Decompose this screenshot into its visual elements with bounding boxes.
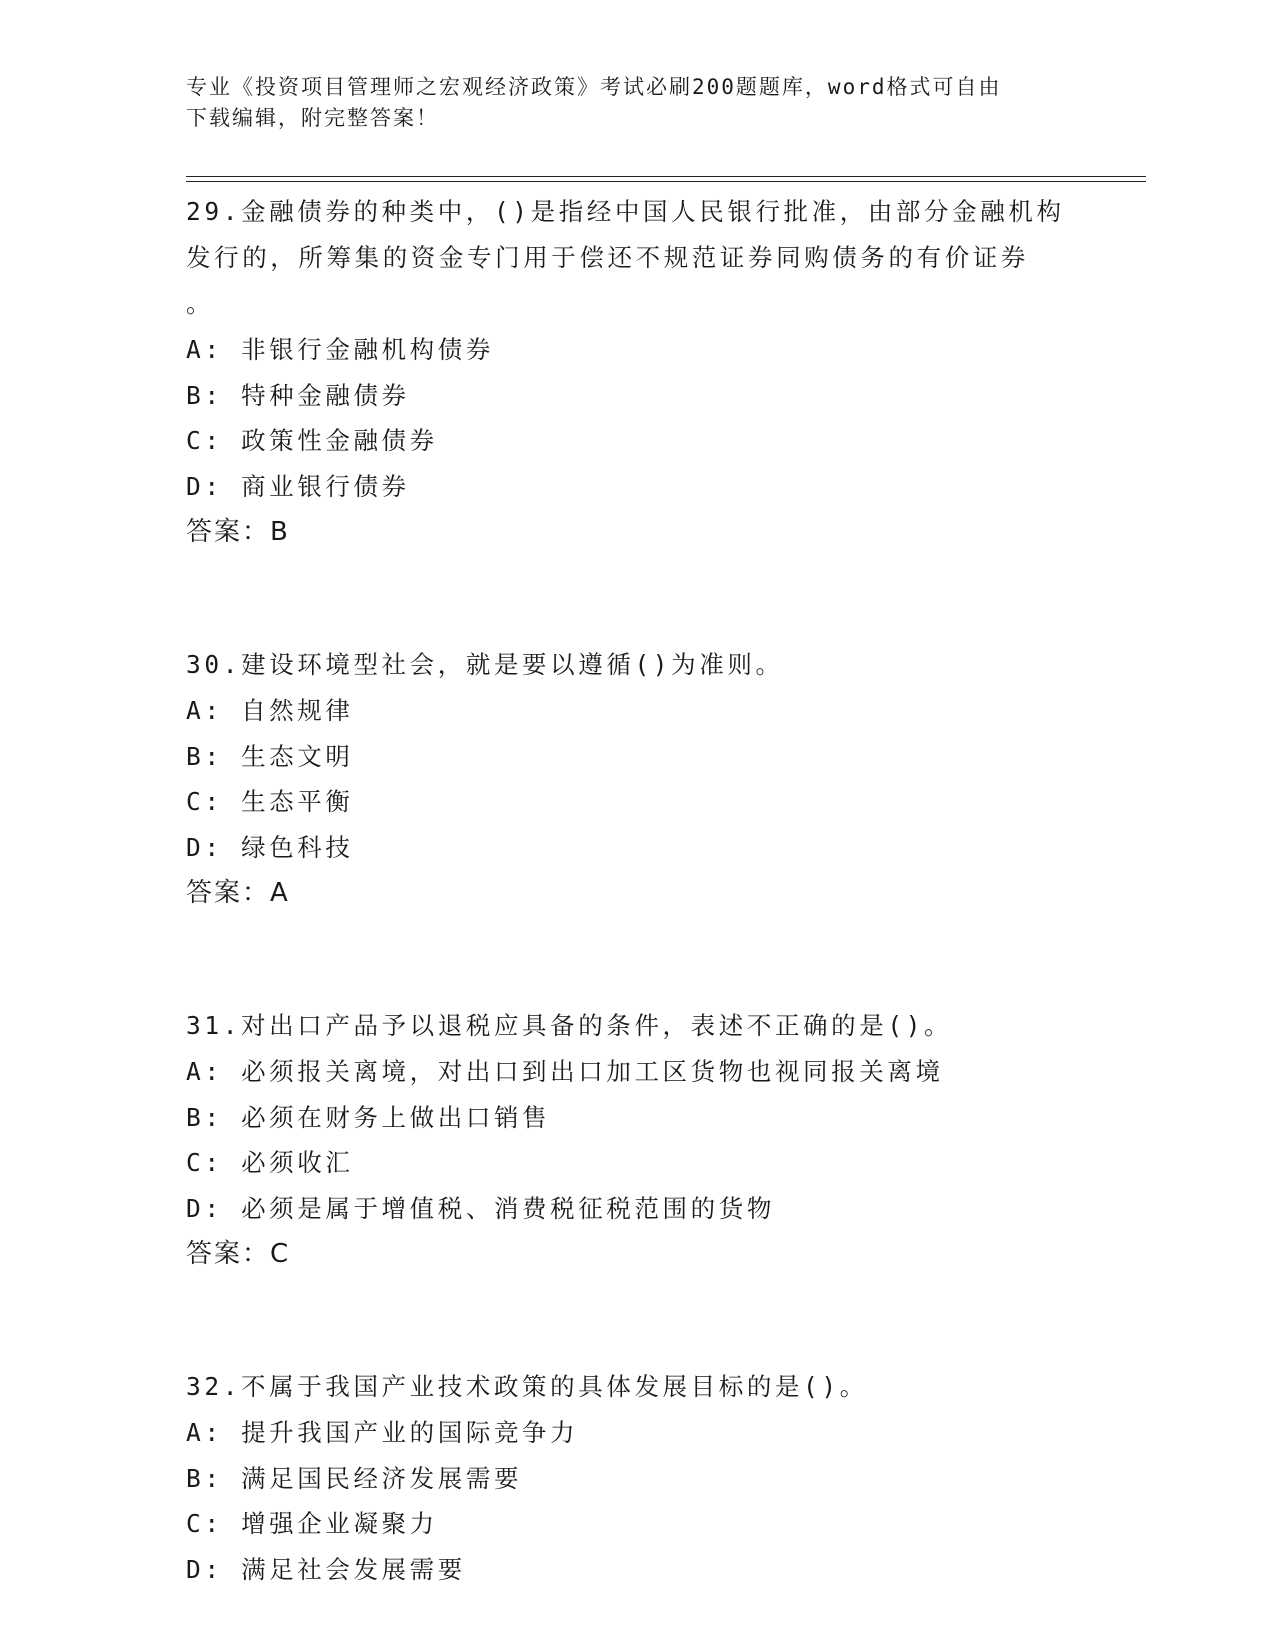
question-30 [186,642,1166,916]
option-d [186,464,1166,510]
option-text: 特种金融债券 [241,380,410,410]
option-text: 非银行金融机构债券 [241,335,494,364]
option-text: 绿色科技 [241,832,354,862]
option-text: 自然规律 [241,696,354,725]
question-stem [186,642,1166,688]
question-32 [186,1364,1166,1592]
option-text: 必须收汇 [241,1148,354,1177]
option-a [186,688,1166,734]
answer-line: 答案：B [186,517,290,547]
option-letter: C: [186,787,223,816]
option-text: 满足国民经济发展需要 [241,1463,523,1493]
option-list [186,1410,1166,1592]
option-text: 政策性金融债券 [241,426,438,455]
option-text: 满足社会发展需要 [241,1554,466,1584]
question-stem-line: 29.金融债券的种类中，()是指经中国人民银行批准，由部分金融机构 [186,197,1065,226]
header-rule-top [186,176,1146,177]
option-letter: D: [186,1193,223,1223]
header-line-2: 下载编辑，附完整答案！ [186,106,439,130]
option-text: 商业银行债券 [241,471,410,501]
option-letter: C: [186,426,223,455]
answer-line: 答案：C [186,1239,291,1269]
question-list [186,189,1166,1592]
option-a [186,327,1166,373]
option-d [186,1547,1166,1593]
option-letter: B: [186,1463,223,1493]
option-c [186,418,1166,464]
option-text: 增强企业凝聚力 [241,1509,438,1538]
option-letter: D: [186,832,223,862]
option-d [186,1186,1166,1232]
option-text: 生态平衡 [241,787,354,816]
option-text: 生态文明 [241,741,354,771]
question-spacer [186,555,1166,642]
question-stem [186,1364,1166,1410]
question-29 [186,189,1166,555]
option-text: 必须是属于增值税、消费税征税范围的货物 [241,1193,775,1223]
answer-line: 答案：A [186,878,290,908]
document-header [186,72,1086,134]
option-letter: A: [186,696,223,725]
option-text: 必须报关离境，对出口到出口加工区货物也视同报关离境 [241,1057,944,1086]
option-letter: C: [186,1148,223,1177]
option-c [186,1140,1166,1186]
option-letter: B: [186,1102,223,1132]
option-letter: B: [186,380,223,410]
option-letter: D: [186,471,223,501]
header-rule-bottom [186,181,1146,182]
header-line-1: 专业《投资项目管理师之宏观经济政策》考试必刷200题题库，word格式可自由 [186,75,1002,99]
option-a [186,1410,1166,1456]
option-b [186,1095,1166,1141]
question-31 [186,1003,1166,1277]
question-spacer [186,1277,1166,1364]
option-letter: D: [186,1554,223,1584]
option-list [186,1049,1166,1231]
option-text: 提升我国产业的国际竞争力 [241,1418,579,1447]
option-c [186,779,1166,825]
question-stem-line: 发行的，所筹集的资金专门用于偿还不规范证券同购债务的有价证券 [186,243,1029,272]
question-stem-line: 。 [186,289,215,318]
option-letter: B: [186,741,223,771]
option-text: 必须在财务上做出口销售 [241,1102,551,1132]
option-list [186,688,1166,870]
option-letter: A: [186,335,223,364]
question-stem [186,189,1166,327]
option-b [186,373,1166,419]
option-b [186,1456,1166,1502]
question-stem [186,1003,1166,1049]
question-stem-line: 31.对出口产品予以退税应具备的条件，表述不正确的是()。 [186,1011,953,1040]
option-letter: A: [186,1418,223,1447]
option-letter: C: [186,1509,223,1538]
option-b [186,734,1166,780]
question-stem-line: 30.建设环境型社会，就是要以遵循()为准则。 [186,650,784,679]
question-spacer [186,916,1166,1003]
option-list [186,327,1166,509]
option-d [186,825,1166,871]
option-c [186,1501,1166,1547]
option-letter: A: [186,1057,223,1086]
question-stem-line: 32.不属于我国产业技术政策的具体发展目标的是()。 [186,1372,868,1401]
option-a [186,1049,1166,1095]
